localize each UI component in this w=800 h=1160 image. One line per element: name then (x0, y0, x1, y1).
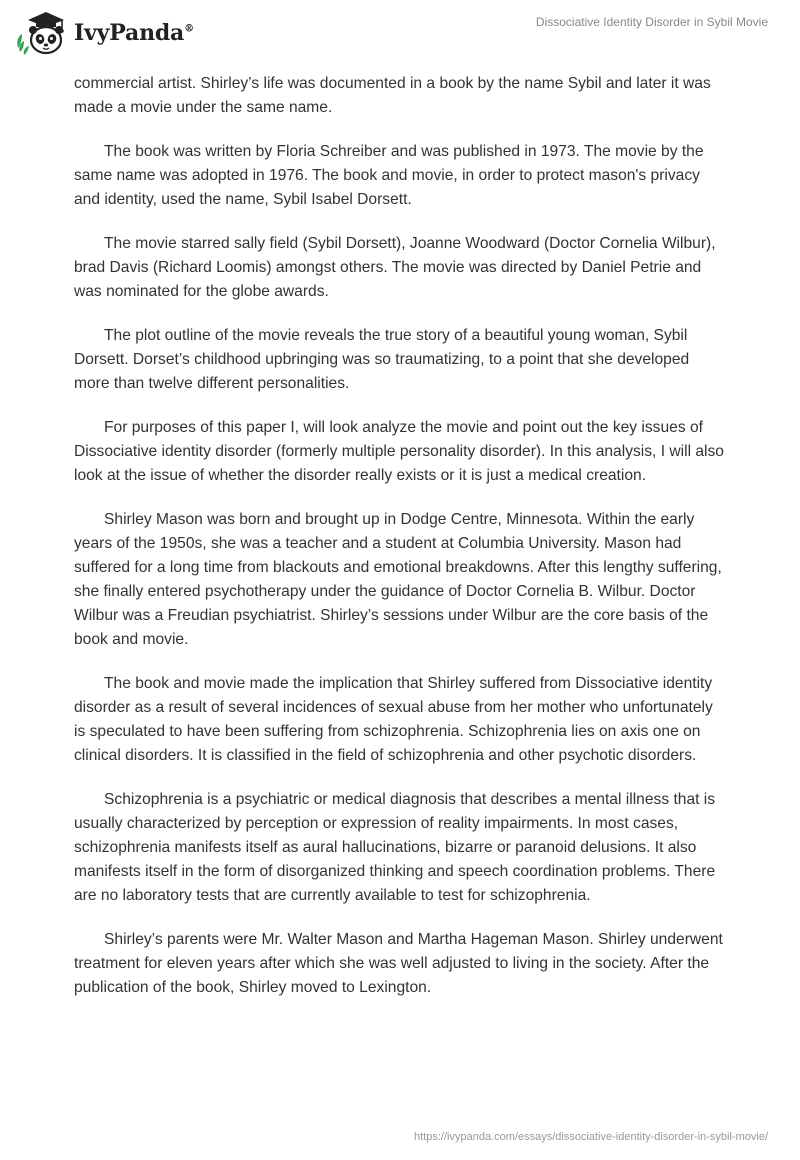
paragraph: The plot outline of the movie reveals the true story of a beautiful young woman, Sybil Dorsett. Dorset’s childhood upbringing was so traumatizing, to a point that she developed more than twelve different personalities. (74, 327, 690, 392)
essay-body (74, 72, 726, 1020)
brand-name: IvyPanda® (74, 20, 194, 46)
source-url[interactable]: https://ivypanda.com/essays/dissociative-identity-disorder-in-sybil-movie/ (414, 1131, 768, 1143)
paragraph: For purposes of this paper I, will look analyze the movie and point out the key issues of Dissociative identity disorder (formerly multiple personality disorder). In this analysis, I will also look at the issue of whether the disorder really exists or it is just a medical creation. (74, 419, 724, 484)
paragraph: Shirley Mason was born and brought up in Dodge Centre, Minnesota. Within the early years of the 1950s, she was a teacher and a student at Columbia University. Mason had suffered for a long time from blackouts and emotional breakdowns. After this lengthy suffering, she finally entered psychotherapy under the guidance of Doctor Cornelia B. Wilbur. Doctor Wilbur was a Freudian psychiatrist. Shirley’s sessions under Wilbur are the core basis of the book and movie. (74, 511, 722, 648)
paragraph: commercial artist. Shirley’s life was documented in a book by the name Sybil and later it was made a movie under the same name. (74, 75, 711, 116)
paragraph: The book was written by Floria Schreiber and was published in 1973. The movie by the same name was adopted in 1976. The book and movie, in order to protect mason's privacy and identity, used the name, Sybil Isabel Dorsett. (74, 143, 704, 208)
registered-mark: ® (184, 23, 194, 35)
ivypanda-logo[interactable] (14, 8, 194, 58)
page-header (0, 0, 800, 70)
paragraph: Shirley’s parents were Mr. Walter Mason and Martha Hageman Mason. Shirley underwent treatment for eleven years after which she was well adjusted to living in the society. After the publication of the book, Shirley moved to Lexington. (74, 931, 723, 996)
paragraph: The movie starred sally field (Sybil Dorsett), Joanne Woodward (Doctor Cornelia Wilbur), brad Davis (Richard Loomis) amongst others. The movie was directed by Daniel Petrie and was nominated for the globe awards. (74, 235, 716, 300)
panda-graduate-icon (14, 8, 70, 58)
paragraph: Schizophrenia is a psychiatric or medical diagnosis that describes a mental illness that is usually characterized by perception or expression of reality impairments. In most cases, schizophrenia manifests itself as aural hallucinations, bizarre or paranoid delusions. It also manifests itself in the form of disorganized thinking and speech coordination problems. There are no laboratory tests that are currently available to test for schizophrenia. (74, 791, 716, 904)
paragraph: The book and movie made the implication that Shirley suffered from Dissociative identity disorder as a result of several incidences of sexual abuse from her mother who unfortunately is speculated to have been suffering from schizophrenia. Schizophrenia lies on axis one on clinical disorders. It is classified in the field of schizophrenia and other psychotic disorders. (74, 675, 713, 764)
document-title: Dissociative Identity Disorder in Sybil Movie (535, 15, 768, 29)
